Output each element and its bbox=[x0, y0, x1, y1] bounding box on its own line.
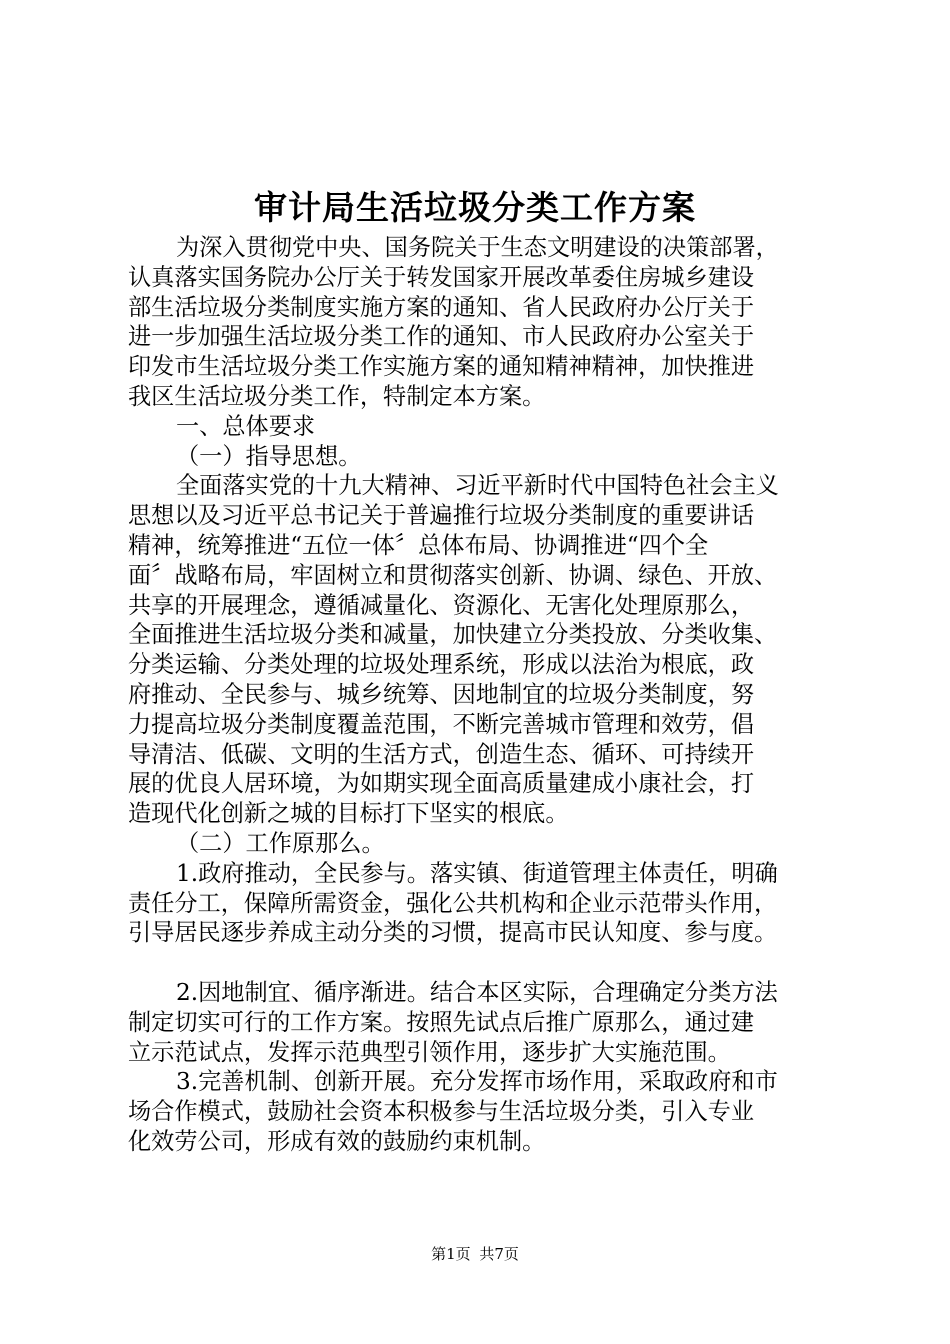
body-line: 2.因地制宜、循序渐进。结合本区实际，合理确定分类方法 bbox=[176, 978, 778, 1006]
body-line: 力提高垃圾分类制度覆盖范围，不断完善城市管理和效劳，倡 bbox=[128, 710, 755, 738]
document-title: 审计局生活垃圾分类工作方案 bbox=[254, 188, 696, 227]
body-line bbox=[128, 948, 848, 978]
body-line: 责任分工，保障所需资金，强化公共机构和企业示范带头作用， bbox=[128, 889, 778, 917]
body-line: 思想以及习近平总书记关于普遍推行垃圾分类制度的重要讲话 bbox=[128, 502, 755, 530]
body-line: 为深入贯彻党中央、国务院关于生态文明建设的决策部署， bbox=[176, 234, 779, 261]
body-line: 1.政府推动，全民参与。落实镇、街道管理主体责任，明确 bbox=[176, 859, 778, 887]
body-line: 展的优良人居环境，为如期实现全面高质量建成小康社会，打 bbox=[128, 770, 755, 798]
body-line: （二）工作原那么。 bbox=[176, 829, 385, 857]
body-line: 造现代化创新之城的目标打下坚实的根底。 bbox=[128, 800, 569, 828]
body-line: 引导居民逐步养成主动分类的习惯，提高市民认知度、参与度。 bbox=[128, 919, 778, 947]
body-line: 面〞战略布局，牢固树立和贯彻落实创新、协调、绿色、开放、 bbox=[128, 561, 778, 589]
body-line: 精神，统筹推进“五位一体〞总体布局、协调推进“四个全 bbox=[128, 531, 709, 559]
body-line: 认真落实国务院办公厅关于转发国家开展改革委住房城乡建设 bbox=[128, 263, 755, 291]
body-line: 立示范试点，发挥示范典型引领作用，逐步扩大实施范围。 bbox=[128, 1038, 731, 1066]
page-footer bbox=[0, 1244, 950, 1264]
document-body bbox=[128, 233, 848, 1157]
body-line: 部生活垃圾分类制度实施方案的通知、省人民政府办公厅关于 bbox=[128, 293, 755, 321]
body-line: 我区生活垃圾分类工作，特制定本方案。 bbox=[128, 382, 546, 410]
body-line: 一、总体要求 bbox=[176, 412, 316, 440]
body-line: 3.完善机制、创新开展。充分发挥市场作用，采取政府和市 bbox=[176, 1068, 778, 1096]
body-line: 府推动、全民参与、城乡统筹、因地制宜的垃圾分类制度，努 bbox=[128, 680, 755, 708]
body-line: 全面推进生活垃圾分类和减量，加快建立分类投放、分类收集、 bbox=[128, 621, 778, 649]
body-line: 全面落实党的十九大精神、习近平新时代中国特色社会主义 bbox=[176, 472, 779, 500]
body-line: 印发市生活垃圾分类工作实施方案的通知精神精神，加快推进 bbox=[128, 353, 755, 381]
body-line: 导清洁、低碳、文明的生活方式，创造生态、循环、可持续开 bbox=[128, 740, 755, 768]
body-line: 制定切实可行的工作方案。按照先试点后推广原那么，通过建 bbox=[128, 1008, 755, 1036]
body-line: （一）指导思想。 bbox=[176, 442, 362, 470]
body-line: 分类运输、分类处理的垃圾处理系统，形成以法治为根底，政 bbox=[128, 651, 755, 679]
body-line: 场合作模式，鼓励社会资本积极参与生活垃圾分类，引入专业 bbox=[128, 1098, 755, 1126]
page-number: 第1页 bbox=[431, 1245, 471, 1263]
body-line: 化效劳公司，形成有效的鼓励约束机制。 bbox=[128, 1127, 546, 1155]
body-line: 进一步加强生活垃圾分类工作的通知、市人民政府办公室关于 bbox=[128, 323, 755, 351]
page-total: 共7页 bbox=[479, 1245, 519, 1263]
body-line: 共享的开展理念，遵循减量化、资源化、无害化处理原那么， bbox=[128, 591, 755, 619]
